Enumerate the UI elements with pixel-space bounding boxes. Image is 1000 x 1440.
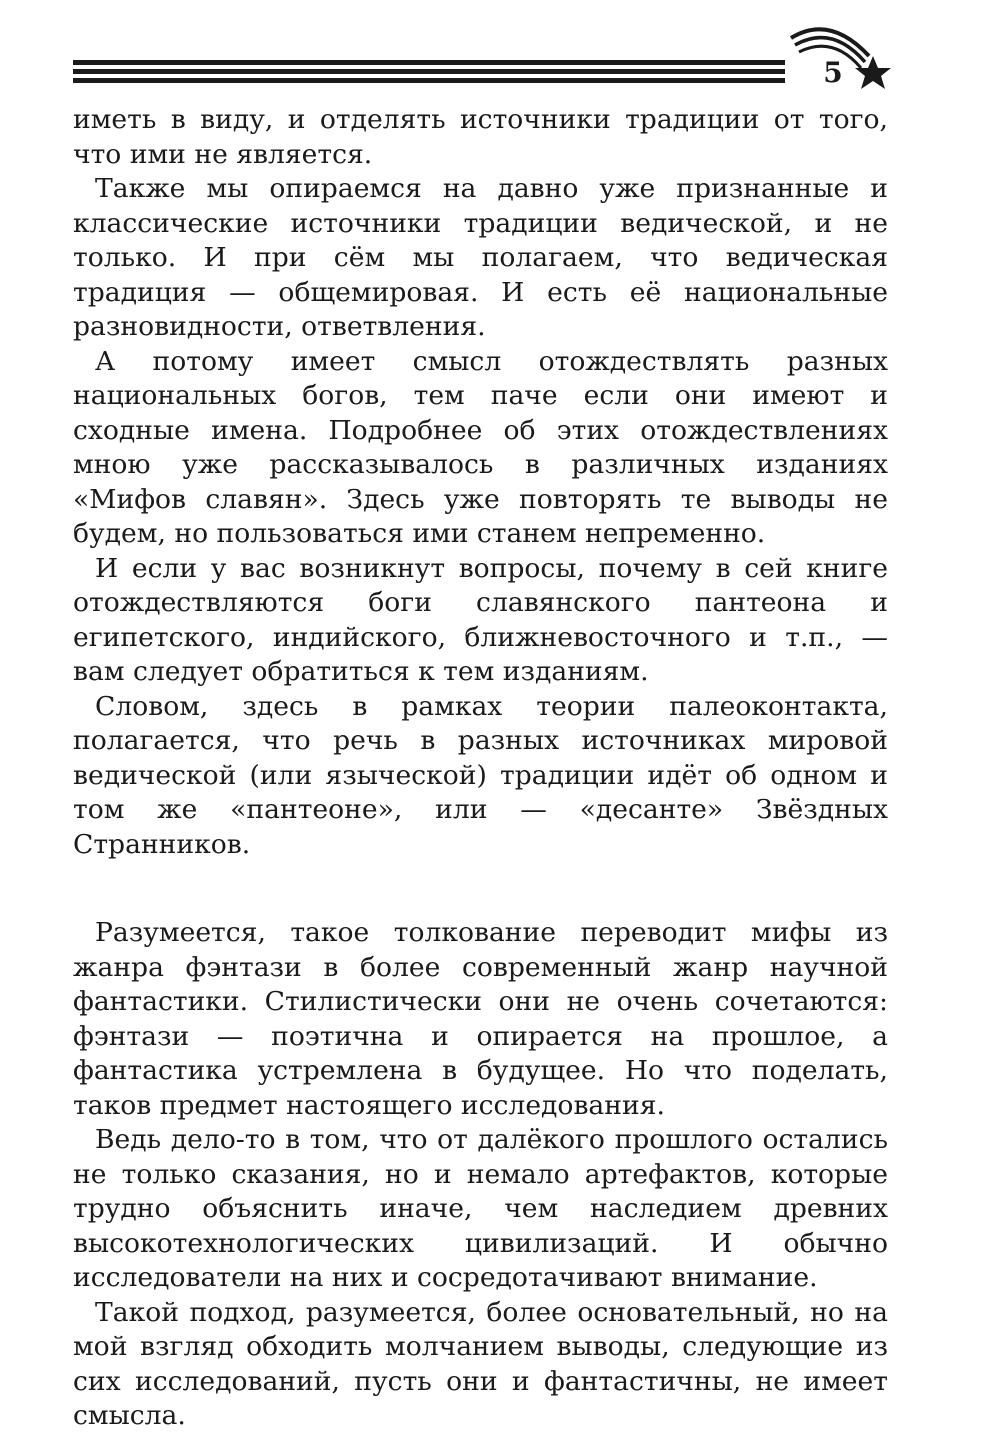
paragraph: иметь в виду, и отделять источники традиции от того, что ими не является. xyxy=(73,104,888,170)
paragraph: Словом, здесь в рамках теории палеоконтакта, полагается, что речь в разных источниках мировой ведической (или языческой) традиции идёт об одном и том же «пантеоне», или — «десанте» Звёздных Странников. xyxy=(73,690,888,860)
header-rule xyxy=(73,78,785,83)
paragraph: Ведь дело-то в том, что от далёкого прошлого остались не только сказания, но и немало артефактов, которые трудно объяснить иначе, чем наследием древних высокотехнологических цивилизаций. И обычно исследователи на них и сосредотачивают внимание. xyxy=(73,1124,888,1293)
page-body xyxy=(73,103,888,1434)
header-rule xyxy=(73,69,785,74)
page-header xyxy=(0,0,1000,110)
paragraph: А потому имеет смысл отождествлять разных национальных богов, тем паче если они имеют и сходные имена. Подробнее об этих отождествлениях мною уже рассказывалось в различных изданиях «Мифов славян». Здесь уже повторять те выводы не будем, но пользоваться ими станем непременно. xyxy=(73,345,888,549)
paragraph: И если у вас возникнут вопросы, почему в сей книге отождествляются боги славянского пантеона и египетского, индийского, ближневосточного и т.п., — вам следует обратиться к тем изданиям. xyxy=(73,552,888,687)
page-number: 5 xyxy=(823,56,843,89)
paragraph: Такой подход, разумеется, более основательный, но на мой взгляд обходить молчанием выводы, следующие из сих исследований, пусть они и фантастичны, не имеет смысла. xyxy=(73,1296,888,1431)
header-rule xyxy=(73,60,785,65)
header-rules xyxy=(73,60,785,87)
paragraph: Разумеется, такое толкование переводит мифы из жанра фэнтази в более современный жанр научной фантастики. Стилистически они не очень сочетаются: фэнтази — поэтична и опирается на прошлое, а фантастика устремлена в будущее. Но что поделать, таков предмет настоящего исследования. xyxy=(73,917,888,1121)
paragraph: Также мы опираемся на давно уже признанные и классические источники традиции ведической, и не только. И при сём мы полагаем, что ведическая традиция — общемировая. И есть её национальные разновидности, ответвления. xyxy=(73,173,888,342)
